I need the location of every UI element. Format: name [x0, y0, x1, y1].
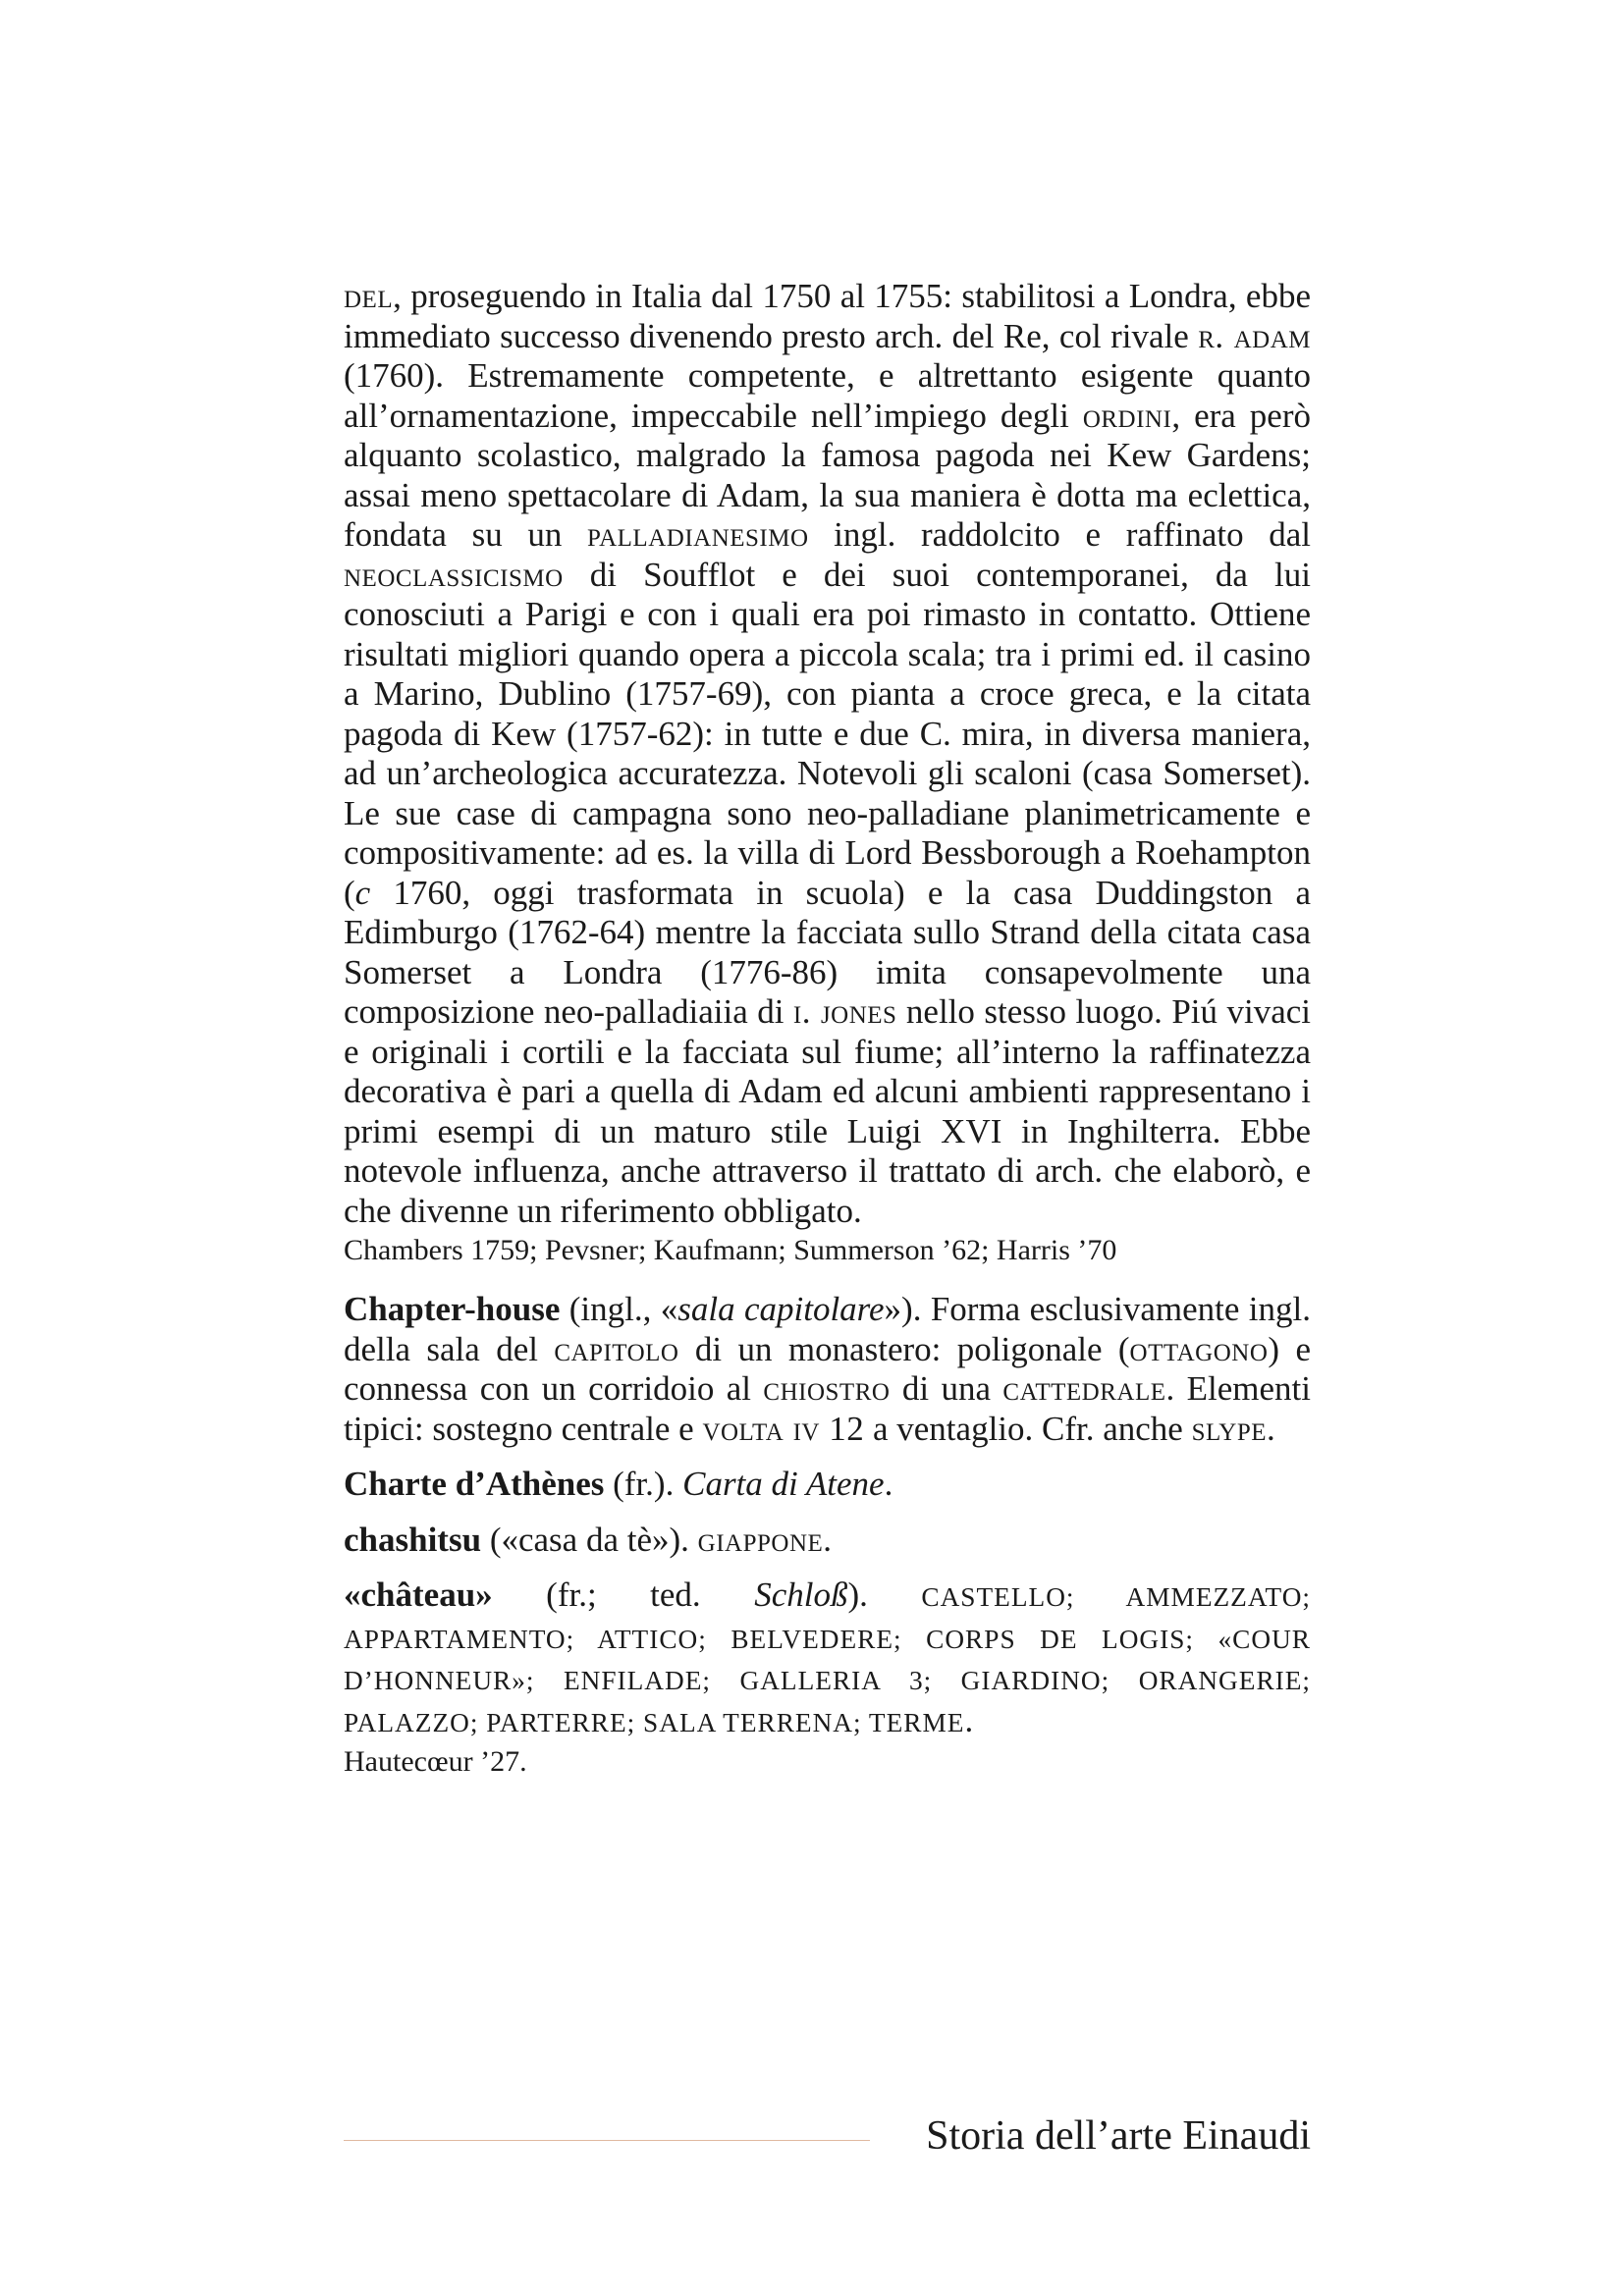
cross-reference[interactable]: ottagono	[1129, 1329, 1269, 1368]
page-body	[344, 277, 1311, 1782]
entry-chashitsu: chashitsu («casa da tè»). giappone.	[344, 1520, 833, 1559]
entry-chateau: «château» (fr.; ted. Schloß). CASTELLO; AMMEZZATO; APPARTAMENTO; ATTICO; BELVEDERE; CORPS DE LOGIS; «COUR D’HONNEUR»; ENFILADE; GALLERIA 3; GIARDINO; ORANGERIE; PALAZZO; PARTERRE; SALA TERRENA; TERME.	[344, 1575, 1312, 1739]
footer-rule	[344, 2140, 870, 2141]
entry-headword: «château»	[344, 1575, 493, 1614]
cross-reference[interactable]: palladianesimo	[587, 515, 809, 554]
cross-reference[interactable]: capitolo	[554, 1329, 679, 1368]
cross-reference[interactable]: chiostro	[763, 1369, 891, 1408]
chateau-bibliography: Hautecœur ’27.	[344, 1745, 527, 1778]
cross-reference[interactable]: slype	[1191, 1409, 1267, 1448]
page-footer	[344, 2109, 1311, 2167]
entry-charte-dathenes: Charte d’Athènes (fr.). Carta di Atene.	[344, 1465, 893, 1503]
cross-reference[interactable]: del	[344, 277, 394, 315]
footer-title: Storia dell’arte Einaudi	[926, 2113, 1311, 2159]
cross-reference[interactable]: i. jones	[792, 992, 897, 1031]
entry-headword: chashitsu	[344, 1520, 482, 1559]
entry-chapter-house: Chapter-house (ingl., «sala capitolare»). Forma esclusivamente ingl. della sala del capitolo di un monastero: poligonale (ottagono) e connessa con un corridoio al chiostro di una cattedrale. Elementi tipici: sostegno centrale e volta iv 12 a ventaglio. Cfr. anche slype.	[344, 1290, 1311, 1448]
cross-reference[interactable]: giappone	[697, 1520, 824, 1559]
chambers-bibliography: Chambers 1759; Pevsner; Kaufmann; Summerson ’62; Harris ’70	[344, 1234, 1117, 1266]
cross-reference[interactable]: neoclassicismo	[344, 555, 564, 594]
entry-headword: Chapter-house	[344, 1290, 561, 1328]
chambers-entry-text: del, proseguendo in Italia dal 1750 al 1755: stabilitosi a Londra, ebbe immediato successo divenendo presto arch. del Re, col rivale r. adam (1760). Estremamente competente, e altrettanto esigente quanto all’ornamentazione, impeccabile nell’impiego degli ordini, era però alquanto scolastico, malgrado la famosa pagoda nei Kew Gardens; assai meno spettacolare di Adam, la sua maniera è dotta ma eclettica, fondata su un palladianesimo ingl. raddolcito e raffinato dal neoclassicismo di Soufflot e dei suoi contemporanei, da lui conosciuti a Parigi e con i quali era poi rimasto in contatto. Ottiene risultati migliori quando opera a piccola scala; tra i primi ed. il casino a Marino, Dublino (1757-69), con pianta a croce greca, e la citata pagoda di Kew (1757-62): in tutte e due C. mira, in diversa maniera, ad un’archeologica accuratezza. Notevoli gli scaloni (casa Somerset). Le sue case di campagna sono neo-palladiane planimetricamente e compositivamente: ad es. la villa di Lord Bessborough a Roehampton (c 1760, oggi trasformata in scuola) e la casa Duddingston a Edimburgo (1762-64) mentre la facciata sullo Strand della citata casa Somerset a Londra (1776-86) imita consapevolmente una composizione neo-palladiaiia di i. jones nello stesso luogo. Piú vivaci e originali i cortili e la facciata sul fiume; all’interno la raffinatezza decorativa è pari a quella di Adam ed alcuni ambienti rappresentano i primi esempi di un maturo stile Luigi XVI in Inghilterra. Ebbe notevole influenza, anche attraverso il trattato di arch. che elaborò, e che divenne un riferimento obbligato.	[344, 277, 1311, 1230]
cross-reference-list[interactable]: CASTELLO; AMMEZZATO; APPARTAMENTO; ATTICO; BELVEDERE; CORPS DE LOGIS; «COUR D’HONNEUR»; ENFILADE; GALLERIA 3; GIARDINO; ORANGERIE; PALAZZO; PARTERRE; SALA TERRENA; TERME	[344, 1582, 1312, 1737]
cross-reference[interactable]: r. adam	[1198, 316, 1311, 355]
cross-reference[interactable]: cattedrale	[1002, 1369, 1166, 1408]
cross-reference[interactable]: ordini	[1082, 396, 1172, 435]
cross-reference[interactable]: volta iv 12	[702, 1409, 865, 1448]
entry-headword: Charte d’Athènes	[344, 1465, 605, 1503]
